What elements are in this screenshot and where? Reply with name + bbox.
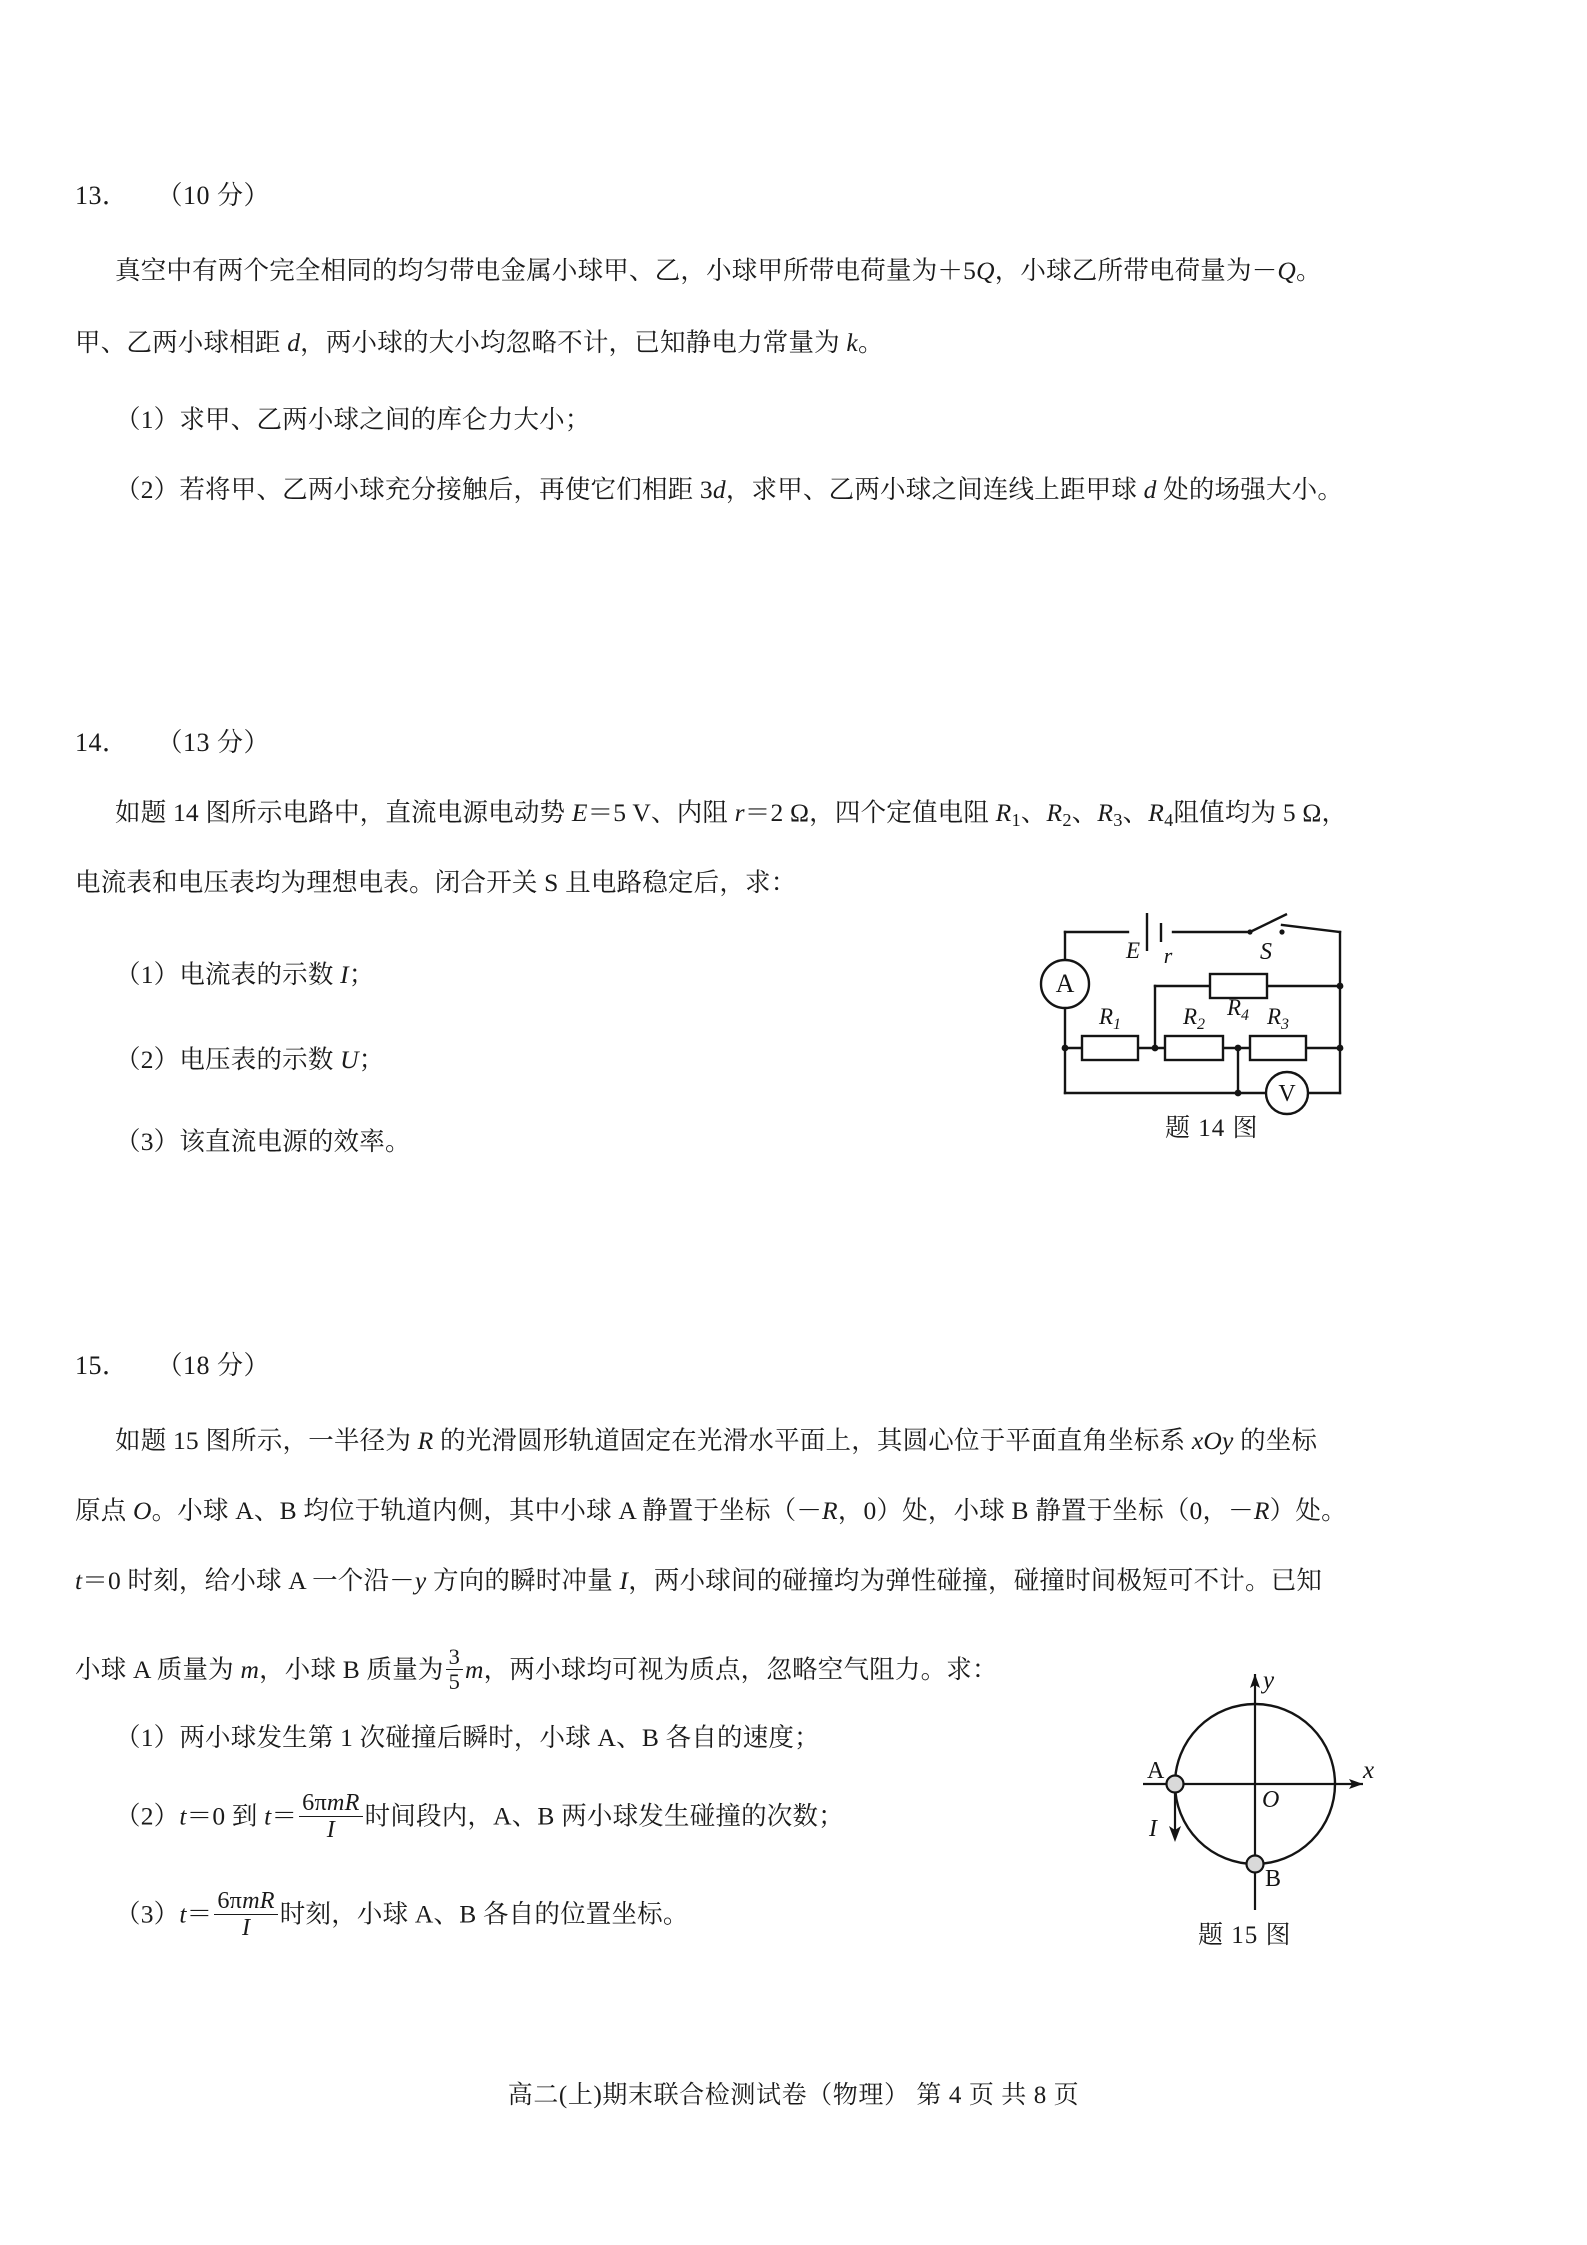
question-15-part-2: （2）t＝0 到 t＝ $\frac{\text{6πmR}}{I}$ 时间段内，A、B 两小球发生碰撞的次数；: [115, 1789, 844, 1844]
question-15-number: [75, 1345, 270, 1382]
internal-resistance-label: r: [1163, 943, 1173, 968]
time-fraction-part2: $\frac{\text{6πmR}}{I}$: [299, 1790, 362, 1843]
page-footer: [0, 2075, 1587, 2111]
battery-symbol: [1147, 913, 1161, 951]
resistor-r2: [1165, 1036, 1223, 1060]
resistor-r3: [1250, 1036, 1306, 1060]
ball-a: [1167, 1776, 1184, 1793]
r4-label: $R_4$: [1226, 995, 1250, 1024]
r3-label: $R_3$: [1266, 1004, 1290, 1033]
switch-label: S: [1260, 939, 1272, 965]
question-14-number: [75, 722, 270, 759]
question-15-body-line-2: 原点 O。小球 A、B 均位于轨道内侧，其中小球 A 静置于坐标（－R，0）处，小球 B 静置于坐标（0，－R）处。: [75, 1496, 1347, 1525]
question-14-body-line-2: 电流表和电压表均为理想电表。闭合开关 S 且电路稳定后，求：: [75, 868, 797, 897]
question-14-part-2: （2）电压表的示数 U；: [115, 1045, 385, 1074]
question-15-body-line-4: 小球 A 质量为 m，小球 B 质量为 $\frac{3}{5}$ m，两小球均可视为质点，忽略空气阻力。求：: [75, 1644, 998, 1695]
page-footer-text: 高二(上)期末联合检测试卷（物理） 第 4 页 共 8 页: [507, 2082, 1080, 2109]
time-fraction-part3: $\frac{\text{6πmR}}{I}$: [214, 1888, 277, 1941]
impulse-label: I: [1149, 1816, 1157, 1842]
question-14-figure-caption: 题 14 图: [1165, 1115, 1259, 1142]
question-13-part-1: （1）求甲、乙两小球之间的库仑力大小；: [115, 405, 591, 434]
voltmeter-label: V: [1278, 1081, 1296, 1107]
question-13-part-2: （2）若将甲、乙两小球充分接触后，再使它们相距 3d，求甲、乙两小球之间连线上距甲球 d 处的场强大小。: [115, 475, 1344, 504]
ball-b-label: B: [1265, 1866, 1282, 1892]
question-15-label: 15．: [75, 1351, 129, 1380]
question-15-body-line-3: t＝0 时刻，给小球 A 一个沿－y 方向的瞬时冲量 I，两小球间的碰撞均为弹性碰撞，碰撞时间极短可不计。已知: [75, 1566, 1323, 1595]
question-14-part-1: （1）电流表的示数 I；: [115, 960, 375, 989]
question-14-circuit-figure: [1010, 885, 1390, 1115]
question-15-part-3: （3）t＝ $\frac{\text{6πmR}}{I}$ 时刻，小球 A、B 各自的位置坐标。: [115, 1887, 689, 1942]
origin-label: O: [1262, 1787, 1280, 1813]
question-15-marks: （18 分）: [156, 1351, 271, 1380]
question-13-label: 13．: [75, 181, 129, 210]
emf-label: E: [1125, 938, 1141, 963]
question-15-part-1: （1）两小球发生第 1 次碰撞后瞬时，小球 A、B 各自的速度；: [115, 1723, 820, 1752]
x-axis-label: x: [1363, 1757, 1375, 1784]
r1-label: $R_1$: [1098, 1004, 1122, 1033]
question-13-body-line-1: 真空中有两个完全相同的均匀带电金属小球甲、乙，小球甲所带电荷量为＋5Q，小球乙所带电荷量为－Q。: [115, 256, 1322, 285]
question-14-label: 14．: [75, 728, 129, 757]
mass-fraction: $\frac{3}{5}$: [446, 1645, 463, 1694]
ammeter-label: A: [1055, 969, 1075, 998]
question-13-number: [75, 175, 270, 212]
question-15-figure-caption: 题 15 图: [1198, 1922, 1292, 1949]
question-14-marks: （13 分）: [156, 728, 271, 757]
ball-b: [1247, 1856, 1264, 1873]
y-axis-label: y: [1263, 1667, 1275, 1694]
impulse-arrow: [1169, 1789, 1181, 1842]
question-14-part-3: （3）该直流电源的效率。: [115, 1127, 411, 1156]
question-15-circle-figure: [1105, 1652, 1405, 1922]
ball-a-label: A: [1147, 1758, 1165, 1784]
r2-label: $R_2$: [1182, 1004, 1206, 1033]
question-13-marks: （10 分）: [156, 181, 271, 210]
question-15-body-line-1: 如题 15 图所示，一半径为 R 的光滑圆形轨道固定在光滑水平面上，其圆心位于平面直角坐标系 xOy 的坐标: [115, 1426, 1318, 1455]
question-13-body-line-2: 甲、乙两小球相距 d，两小球的大小均忽略不计，已知静电力常量为 k。: [75, 328, 884, 357]
resistor-r1: [1082, 1036, 1138, 1060]
question-14-body-line-1: 如题 14 图所示电路中，直流电源电动势 E＝5 V、内阻 r＝2 Ω，四个定值电阻 $R_1$、$R_2$、$R_3$、$R_4$阻值均为 5 Ω，: [115, 798, 1348, 831]
